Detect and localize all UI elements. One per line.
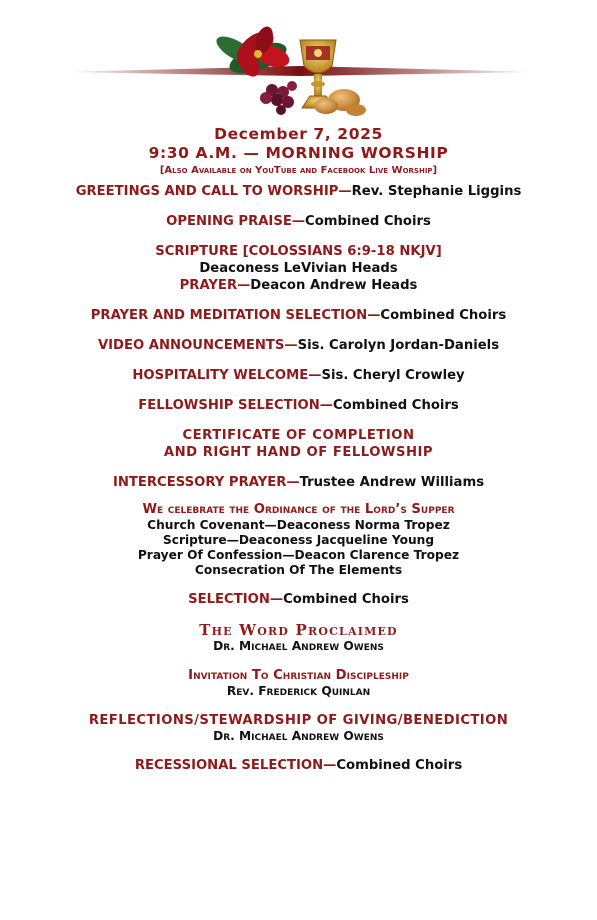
- meditation-selection-item: PRAYER AND MEDITATION SELECTION—Combined Choirs: [90, 308, 507, 323]
- intercessory-prayer-item: INTERCESSORY PRAYER—Trustee Andrew Williams: [112, 475, 485, 490]
- invitation-title: Invitation To Christian Discipleship: [188, 668, 409, 683]
- prayer-of-confession-line: Prayer Of Confession—Deacon Clarence Tropez: [137, 548, 460, 562]
- service-date: December 7, 2025: [214, 125, 383, 143]
- video-announcements-item: VIDEO ANNOUNCEMENTS—Sis. Carolyn Jordan-Daniels: [97, 338, 500, 353]
- church-covenant-line: Church Covenant—Deaconess Norma Tropez: [147, 518, 450, 532]
- lords-supper-title: We celebrate the Ordinance of the Lord’s Supper: [142, 502, 455, 517]
- certificate-line-1: CERTIFICATE OF COMPLETION: [182, 428, 415, 443]
- scripture-label: SCRIPTURE [COLOSSIANS 6:9-18 NKJV]: [155, 244, 442, 259]
- reflections-leader: Dr. Michael Andrew Owens: [213, 729, 384, 743]
- selection-item: SELECTION—Combined Choirs: [188, 592, 409, 607]
- program-content: [0, 125, 597, 774]
- recessional-item: RECESSIONAL SELECTION—Combined Choirs: [134, 758, 463, 773]
- consecration-line: Consecration Of The Elements: [194, 563, 403, 577]
- certificate-line-2: AND RIGHT HAND OF FELLOWSHIP: [163, 445, 434, 460]
- scripture-reader: Deaconess LeVivian Heads: [199, 261, 398, 276]
- communion-banner: [0, 18, 597, 118]
- availability-note: [Also Available on YouTube and Facebook Live Worship]: [159, 165, 438, 176]
- greetings-item: GREETINGS AND CALL TO WORSHIP—Rev. Stephanie Liggins: [75, 184, 522, 199]
- invitation-leader: Rev. Frederick Quinlan: [226, 684, 371, 698]
- supper-scripture-line: Scripture—Deaconess Jacqueline Young: [162, 533, 435, 547]
- word-proclaimed-title: The Word Proclaimed: [199, 621, 398, 639]
- hospitality-welcome-item: HOSPITALITY WELCOME—Sis. Cheryl Crowley: [132, 368, 465, 383]
- reflections-title: REFLECTIONS/STEWARDSHIP OF GIVING/BENEDICTION: [88, 713, 509, 728]
- opening-praise-item: OPENING PRAISE—Combined Choirs: [166, 214, 431, 229]
- fellowship-selection-item: FELLOWSHIP SELECTION—Combined Choirs: [138, 398, 459, 413]
- service-time: 9:30 A.M. — MORNING WORSHIP: [148, 144, 449, 162]
- preacher-name: Dr. Michael Andrew Owens: [213, 639, 384, 653]
- grapes-icon: [260, 81, 297, 115]
- divider-line: [60, 66, 540, 76]
- prayer-item: PRAYER—Deacon Andrew Heads: [179, 278, 418, 293]
